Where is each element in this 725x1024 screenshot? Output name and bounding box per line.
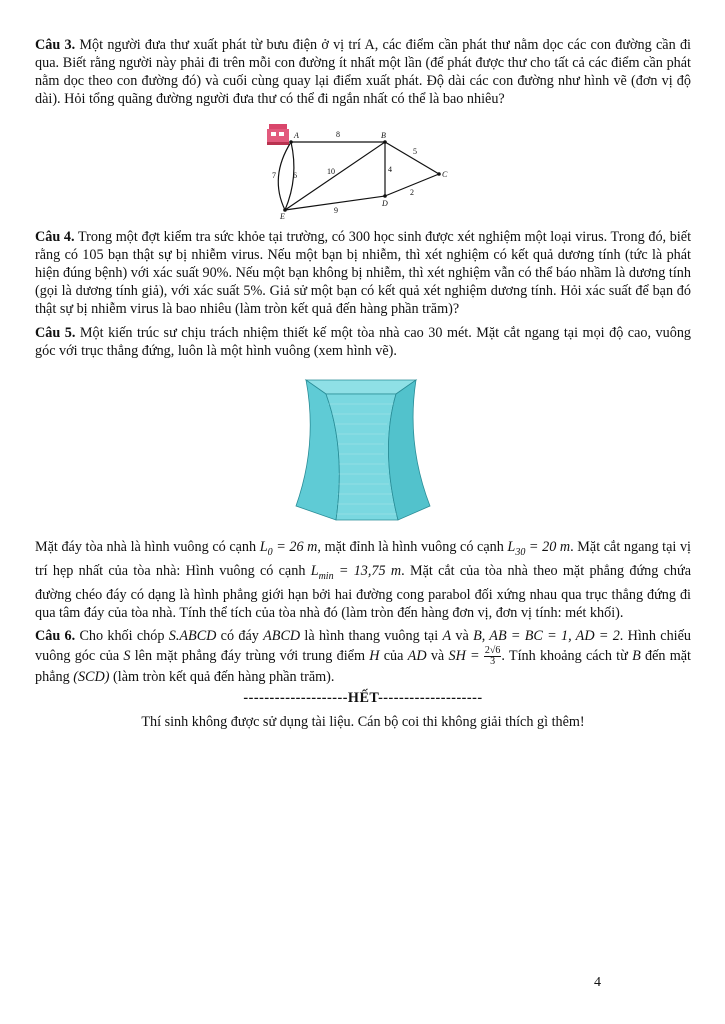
math-Lmin-value: = 13,75 m (333, 562, 402, 579)
q6-text-g: của (379, 647, 408, 664)
question-5 (35, 324, 691, 360)
postman-graph-figure (263, 122, 463, 222)
question-3 (35, 36, 691, 108)
q6-text-j: đến mặt phẳng (35, 647, 691, 685)
q5-text-d: . Mặt cắt của tòa nhà theo mặt phẳng đứng chứa đường chéo đáy có dạng là hình phẳng giới hạn bởi hai đường cong parabol đối xứng nhau qua trục thẳng đứng đi qua tâm đáy của tòa nhà. Tính thể tích của tòa nhà đó (làm tròn đến hàng đơn vị, đơn vị tính: mét khối). (35, 562, 692, 621)
vertex-d (383, 194, 387, 198)
math-Lmin-subscript: min (318, 570, 334, 582)
label-b: B (381, 131, 386, 140)
edge-eb (285, 142, 385, 210)
math-sh: SH = (448, 647, 484, 664)
math-point-s: S (123, 647, 131, 664)
math-point-a: A (442, 627, 452, 644)
exam-note: Thí sinh không được sử dụng tài liệu. Cán bộ coi thi không giải thích gì thêm! (141, 713, 585, 730)
question-3-text: Một người đưa thư xuất phát từ bưu điện ở vị trí A, các điểm cần phát thư nằm dọc các con đường cần đi qua. Biết rằng người này phải đi trên mỗi con đường ít nhất một lần (để phát được thư cho tất cả các điểm cần phát nằm dọc theo con đường đó) và cuối cùng quay lại điểm xuất phát. Độ dài các con đường như hình vẽ (đơn vị độ dài). Hỏi tổng quãng đường người đưa thư có thể đi ngắn nhất có thể là bao nhiêu? (35, 37, 691, 107)
math-lengths: B, AB = BC = 1, AD = 2 (473, 627, 620, 644)
q6-text-e: . Hình chiếu vuông góc của (35, 627, 691, 664)
q6-text-a: Cho khối chóp (79, 627, 169, 644)
math-fraction (484, 646, 502, 667)
math-point-b: B (632, 647, 641, 664)
label-a: A (294, 131, 299, 140)
math-L30-symbol: L (507, 539, 516, 555)
vertex-b (383, 140, 387, 144)
question-6-label: Câu 6. (35, 627, 76, 644)
math-plane-scd: (SCD) (73, 668, 110, 685)
q6-text-i: . Tính khoảng cách từ (501, 647, 633, 664)
page-number: 4 (594, 975, 601, 990)
q6-text-b: có đáy (216, 627, 264, 644)
math-segment-ad: AD (407, 647, 427, 664)
fraction-numerator: 2√6 (484, 644, 501, 656)
edge-bc (385, 142, 439, 174)
weight-ae-inner: 6 (293, 171, 297, 180)
weight-ae-outer: 7 (272, 171, 276, 180)
math-L0-symbol: L (259, 539, 268, 555)
math-L0-subscript: 0 (267, 546, 273, 558)
label-e: E (280, 212, 285, 221)
fraction-denominator: 3 (490, 655, 496, 667)
question-4 (35, 228, 691, 318)
math-pyramid: S.ABCD (168, 627, 217, 644)
q5-text-b: , mặt đỉnh là hình vuông có cạnh (317, 539, 508, 555)
question-4-label: Câu 4. (35, 229, 75, 245)
q6-text-k: (làm tròn kết quả đến hàng phần trăm). (109, 668, 335, 685)
q5-text-c: . Mặt cắt ngang tại vị trí hẹp nhất của tòa nhà: Hình vuông có cạnh (35, 539, 691, 579)
math-point-h: H (369, 647, 380, 664)
question-6 (35, 626, 691, 687)
end-marker: --------------------HẾT-------------------- (243, 689, 483, 706)
q6-text-d: và (451, 627, 474, 644)
math-L0 (259, 539, 318, 558)
weight-eb: 10 (327, 167, 335, 176)
math-L30 (507, 539, 571, 558)
question-5-details (35, 538, 691, 622)
label-c: C (442, 170, 448, 179)
page-content (35, 36, 691, 731)
weight-ab: 8 (336, 130, 340, 139)
weight-ed: 9 (334, 206, 338, 215)
question-5-label: Câu 5. (35, 325, 76, 341)
post-office-icon (267, 124, 289, 145)
math-Lmin (310, 562, 402, 582)
question-3-label: Câu 3. (35, 37, 76, 53)
math-base: ABCD (263, 627, 301, 644)
math-L30-subscript: 30 (515, 546, 526, 558)
label-d: D (382, 199, 388, 208)
question-4-text: Trong một đợt kiểm tra sức khỏe tại trường, có 300 học sinh được xét nghiệm một loại virus. Trong đó, biết rằng có 105 bạn thật sự bị nhiễm virus. Nếu một bạn bị nhiễm, thì xét nghiệm có kết quả dương tính (tức là phát hiện đúng bệnh) với xác suất 90%. Nếu một bạn không bị nhiễm, thì xét nghiệm vẫn có thể báo nhầm là dương tính (gọi là dương tính giả), với xác suất 5%. Giả sử một bạn có kết quả xét nghiệm dương tính. Hỏi xác suất để bạn đó thật sự bị nhiễm virus là bao nhiêu (làm tròn kết quả đến hàng phần trăm)? (35, 229, 692, 317)
math-Lmin-symbol: L (310, 562, 319, 579)
tower-figure (288, 374, 438, 524)
math-L0-value: = 26 m (272, 539, 318, 555)
q5-text-a: Mặt đáy tòa nhà là hình vuông có cạnh (35, 539, 260, 555)
vertex-c (437, 172, 441, 176)
q6-text-f: lên mặt phẳng đáy trùng với trung điểm (130, 647, 370, 664)
weight-bd: 4 (388, 165, 392, 174)
question-5-text: Một kiến trúc sư chịu trách nhiệm thiết kế một tòa nhà cao 30 mét. Mặt cắt ngang tại mọi độ cao, vuông góc với trục thẳng đứng, luôn là một hình vuông (xem hình vẽ). (35, 325, 692, 359)
weight-bc: 5 (413, 147, 417, 156)
vertex-a (289, 140, 293, 144)
tower-right-face (388, 380, 430, 520)
q6-text-h: và (426, 647, 449, 664)
math-L30-value: = 20 m (525, 539, 571, 555)
weight-dc: 2 (410, 188, 414, 197)
q6-text-c: là hình thang vuông tại (300, 627, 443, 644)
